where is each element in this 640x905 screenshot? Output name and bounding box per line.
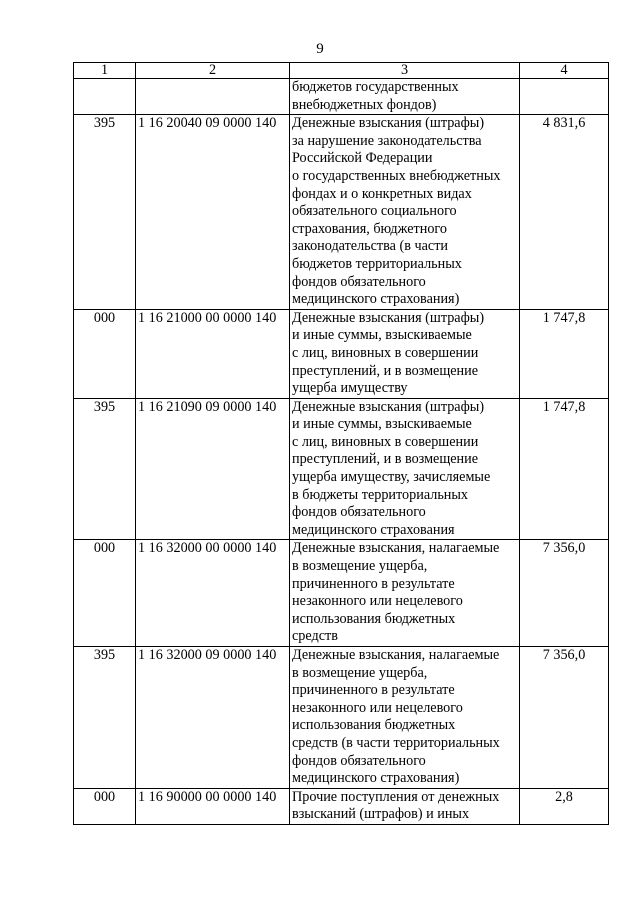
revenue-name-line: использования бюджетных [292, 610, 456, 627]
amount-cell: 1 747,8 [520, 309, 609, 398]
revenue-name-line: использования бюджетных [292, 717, 456, 734]
revenue-name-line: и иные суммы, взыскиваемые [292, 416, 472, 433]
table-header-row [74, 63, 609, 79]
revenue-name-line: за нарушение законодательства [292, 132, 482, 149]
admin-code-cell [74, 79, 136, 115]
admin-code-cell: 000 [74, 788, 136, 824]
revenue-name-line: внебюджетных фондов) [292, 96, 437, 113]
revenue-name-line: страхования, бюджетного [292, 220, 447, 237]
budget-code-cell: 1 16 21000 00 0000 140 [136, 309, 290, 398]
amount-cell: 7 356,0 [520, 647, 609, 789]
revenue-name-line: незаконного или нецелевого [292, 699, 463, 716]
revenue-name-line: бюджетов территориальных [292, 255, 462, 272]
revenue-name-cell [290, 647, 520, 789]
revenue-name-line: обязательного социального [292, 203, 457, 220]
revenue-name-cell [290, 788, 520, 824]
revenue-name-line: в возмещение ущерба, [292, 664, 428, 681]
revenue-name-line: преступлений, и в возмещение [292, 451, 479, 468]
revenue-name-line: ущерба имуществу [292, 380, 408, 397]
header-col-4: 4 [520, 63, 609, 79]
revenue-name-line: Денежные взыскания, налагаемые [292, 540, 500, 557]
table-row [74, 647, 609, 789]
revenue-name-line: фондов обязательного [292, 273, 426, 290]
amount-cell: 4 831,6 [520, 115, 609, 310]
revenue-name-line: Денежные взыскания, налагаемые [292, 647, 500, 663]
admin-code-cell: 395 [74, 398, 136, 540]
header-col-1: 1 [74, 63, 136, 79]
budget-revenue-table [73, 62, 609, 825]
revenue-name-cell [290, 115, 520, 310]
budget-code-cell [136, 79, 290, 115]
admin-code-cell: 395 [74, 115, 136, 310]
budget-code-cell: 1 16 20040 09 0000 140 [136, 115, 290, 310]
admin-code-cell: 000 [74, 309, 136, 398]
revenue-name-line: причиненного в результате [292, 575, 455, 592]
table-body [74, 79, 609, 825]
revenue-name-line: медицинского страхования) [292, 291, 460, 308]
revenue-name-line: преступлений, и в возмещение [292, 362, 479, 379]
revenue-name-line: законодательства (в части [292, 238, 448, 255]
table-row [74, 398, 609, 540]
revenue-name-line: медицинского страхования [292, 521, 455, 538]
revenue-name-line: ущерба имуществу, зачисляемые [292, 469, 491, 486]
revenue-name-line: фондов обязательного [292, 504, 426, 521]
revenue-name-line: незаконного или нецелевого [292, 593, 463, 610]
revenue-name-line: причиненного в результате [292, 682, 455, 699]
revenue-name-cell [290, 309, 520, 398]
revenue-name-line: Денежные взыскания (штрафы) [292, 398, 485, 415]
amount-cell: 7 356,0 [520, 540, 609, 647]
revenue-name-line: фондах и о конкретных видах [292, 185, 472, 202]
table-row [74, 115, 609, 310]
revenue-name-cell [290, 398, 520, 540]
revenue-name-line: Денежные взыскания (штрафы) [292, 115, 485, 132]
revenue-name-line: средств [292, 628, 338, 645]
revenue-name-line: Российской Федерации [292, 150, 433, 167]
revenue-name-line: о государственных внебюджетных [292, 167, 501, 184]
header-col-3: 3 [290, 63, 520, 79]
revenue-name-line: в возмещение ущерба, [292, 558, 428, 575]
revenue-name-line: средств (в части территориальных [292, 734, 500, 751]
revenue-name-line: бюджетов государственных [292, 79, 459, 95]
admin-code-cell: 000 [74, 540, 136, 647]
amount-cell: 1 747,8 [520, 398, 609, 540]
header-col-2: 2 [136, 63, 290, 79]
amount-cell [520, 79, 609, 115]
table-row [74, 79, 609, 115]
amount-cell: 2,8 [520, 788, 609, 824]
page-number: 9 [316, 41, 324, 57]
budget-code-cell: 1 16 21090 09 0000 140 [136, 398, 290, 540]
revenue-name-line: Прочие поступления от денежных [292, 788, 500, 805]
budget-code-cell: 1 16 32000 00 0000 140 [136, 540, 290, 647]
admin-code-cell: 395 [74, 647, 136, 789]
revenue-name-line: взысканий (штрафов) и иных [292, 806, 470, 823]
table-row [74, 540, 609, 647]
revenue-name-line: фондов обязательного [292, 752, 426, 769]
table-row [74, 788, 609, 824]
revenue-name-cell [290, 540, 520, 647]
revenue-name-cell [290, 79, 520, 115]
budget-code-cell: 1 16 90000 00 0000 140 [136, 788, 290, 824]
revenue-name-line: Денежные взыскания (штрафы) [292, 309, 485, 326]
revenue-name-line: с лиц, виновных в совершении [292, 433, 479, 450]
table-row [74, 309, 609, 398]
budget-code-cell: 1 16 32000 09 0000 140 [136, 647, 290, 789]
revenue-name-line: медицинского страхования) [292, 770, 460, 787]
revenue-name-line: и иные суммы, взыскиваемые [292, 327, 472, 344]
revenue-name-line: с лиц, виновных в совершении [292, 344, 479, 361]
revenue-name-line: в бюджеты территориальных [292, 486, 469, 503]
